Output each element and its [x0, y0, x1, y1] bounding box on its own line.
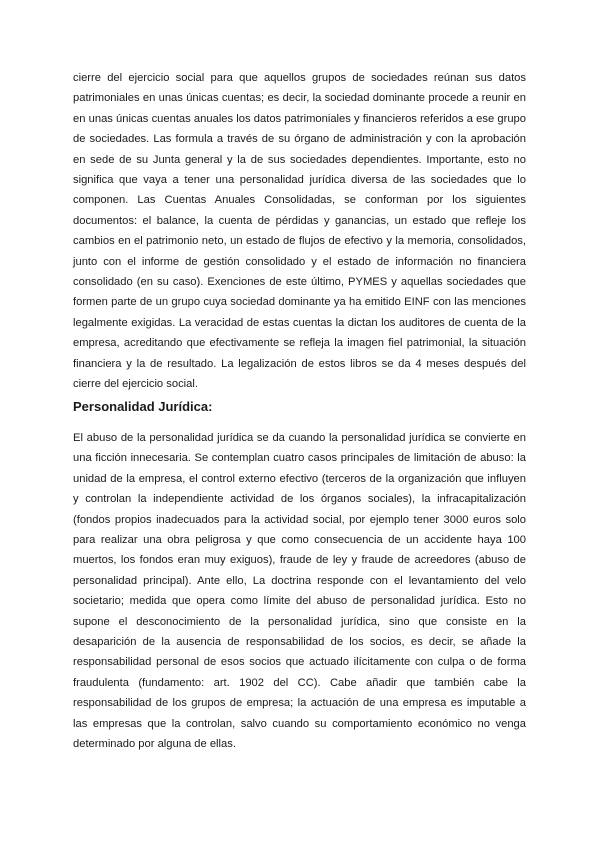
section-heading: Personalidad Jurídica: — [73, 399, 213, 414]
body-paragraph-legal-personality: El abuso de la personalidad jurídica se da cuando la personalidad jurídica se convierte en una ficción innecesaria. Se contemplan cuatro casos principales de limitación de abuso: la unidad de la empresa, el control externo efectivo (terceros de la organización que influyen y controlan la independiente actividad de los órganos sociales), la infracapitalización (fondos propios inadecuados para la actividad social, por ejemplo tener 3000 euros solo para realizar una obra peligrosa y que como consecuencia de un accidente haya 100 muertos, los fondos eran muy exiguos), fraude de ley y fraude de acreedores (abuso de personalidad principal). Ante ello, La doctrina responde con el levantamiento del velo societario; medida que opera como límite del abuso de personalidad jurídica. Esto no supone el desconocimiento de la personalidad jurídica, sino que consiste en la desaparición de la ausencia de responsabilidad de los socios, es decir, se añade la responsabilidad personal de esos socios que actuado ilícitamente con culpa o de forma fraudulenta (fundamento: art. 1902 del CC). Cabe añadir que también cabe la responsabilidad de los grupos de empresa; la actuación de una empresa es imputable a las empresas que la controlan, salvo cuando su comportamiento económico no venga determinado por alguna de ellas. — [73, 432, 526, 751]
body-paragraph-consolidated-accounts: cierre del ejercicio social para que aquellos grupos de sociedades reúnan sus datos patrimoniales en unas únicas cuentas; es decir, la sociedad dominante procede a reunir en en unas únicas cuentas anuales los datos patrimoniales y financieros referidos a ese grupo de sociedades. Las formula a través de su órgano de administración y con la aprobación en sede de su Junta general y la de sus sociedades dependientes. Importante, esto no significa que vaya a tener una personalidad jurídica diversa de las sociedades que lo componen. Las Cuentas Anuales Consolidadas, se conforman por los siguientes documentos: el balance, la cuenta de pérdidas y ganancias, un estado que refleje los cambios en el patrimonio neto, un estado de flujos de efectivo y la memoria, consolidados, junto con el informe de gestión consolidado y el estado de información no financiera consolidado (en su caso). Exenciones de este último, PYMES y aquellas sociedades que formen parte de un grupo cuya sociedad dominante ya ha emitido EINF con las menciones legalmente exigidas. La veracidad de estas cuentas la dictan los auditores de cuenta de la empresa, acreditando que efectivamente se refleja la imagen fiel patrimonial, la situación financiera y la de resultado. La legalización de estos libros se da 4 meses después del cierre del ejercicio social. — [73, 72, 526, 391]
